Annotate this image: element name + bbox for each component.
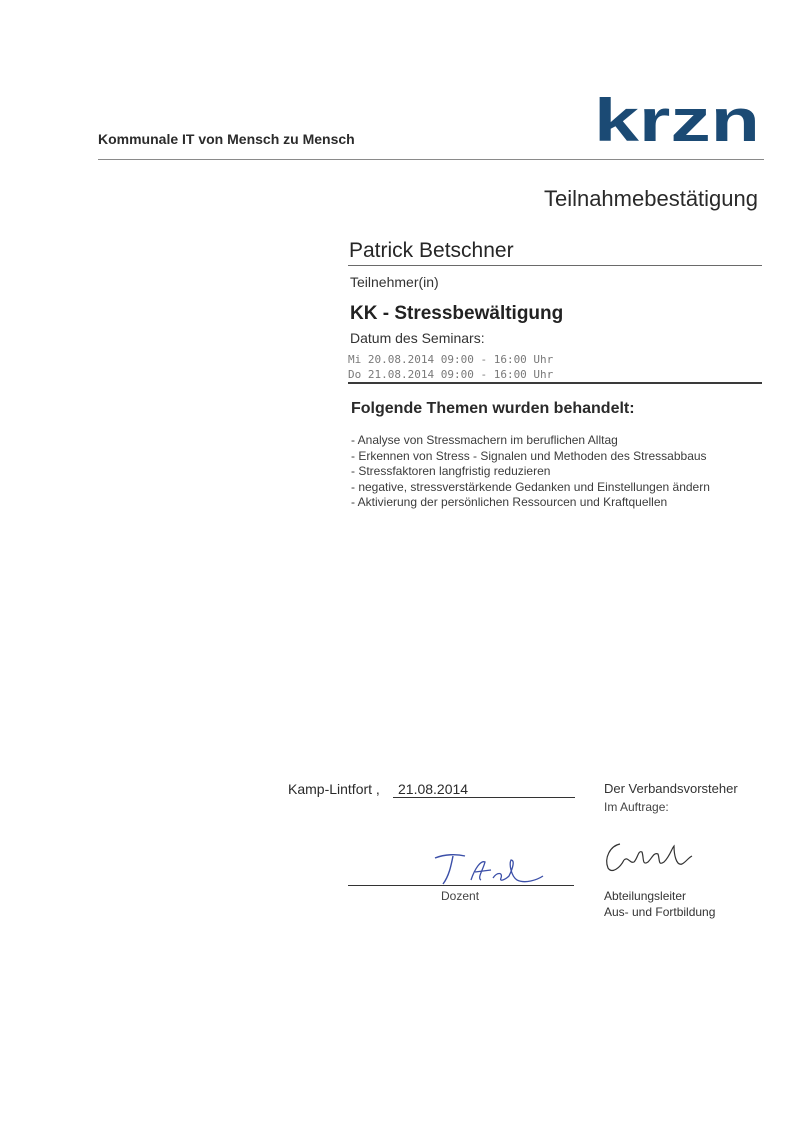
lecturer-label: Dozent: [441, 889, 480, 903]
topic-item: - Erkennen von Stress - Signalen und Methoden des Stressabbaus: [351, 448, 707, 463]
document-title: Teilnahmebestätigung: [543, 186, 758, 211]
name-underline: [348, 265, 762, 266]
topic-item: - Stressfaktoren langfristig reduzieren: [351, 464, 551, 478]
logo-text: krzn: [594, 93, 760, 149]
signer-title: Der Verbandsvorsteher: [604, 781, 738, 796]
department-block: [604, 888, 715, 920]
participant-name: Patrick Betschner: [349, 239, 514, 262]
participant-role-label: Teilnehmer(in): [350, 274, 439, 290]
department-name: Aus- und Fortbildung: [604, 905, 716, 919]
lecturer-signature: [425, 850, 545, 890]
lecturer-signature-line: [348, 885, 574, 886]
krzn-logo: [594, 93, 762, 149]
dates-underline: [348, 382, 762, 384]
issue-date: 21.08.2014: [398, 781, 469, 797]
seminar-dates: [348, 352, 553, 382]
header-divider: [98, 159, 764, 160]
topic-item: - negative, stressverstärkende Gedanken und Einstellungen ändern: [351, 479, 710, 494]
topic-item: - Analyse von Stressmachern im beruflichen Alltag: [351, 433, 618, 447]
seminar-date-1: Mi 20.08.2014 09:00 - 16:00 Uhr: [348, 353, 554, 366]
org-tagline: Kommunale IT von Mensch zu Mensch: [98, 131, 355, 147]
topics-heading: Folgende Themen wurden behandelt:: [351, 400, 635, 417]
director-signature: [598, 836, 698, 876]
date-underline: [393, 797, 575, 798]
seminar-date-2: Do 21.08.2014 09:00 - 16:00 Uhr: [348, 368, 554, 381]
course-title: KK - Stressbewältigung: [350, 303, 564, 324]
signer-on-behalf: Im Auftrage:: [604, 800, 669, 814]
department-title: Abteilungsleiter: [604, 889, 687, 903]
topic-item: - Aktivierung der persönlichen Ressourcen und Kraftquellen: [351, 495, 668, 509]
seminar-date-label: Datum des Seminars:: [350, 330, 485, 346]
topics-list: [351, 433, 710, 511]
place-label: Kamp-Lintfort ,: [288, 781, 380, 797]
